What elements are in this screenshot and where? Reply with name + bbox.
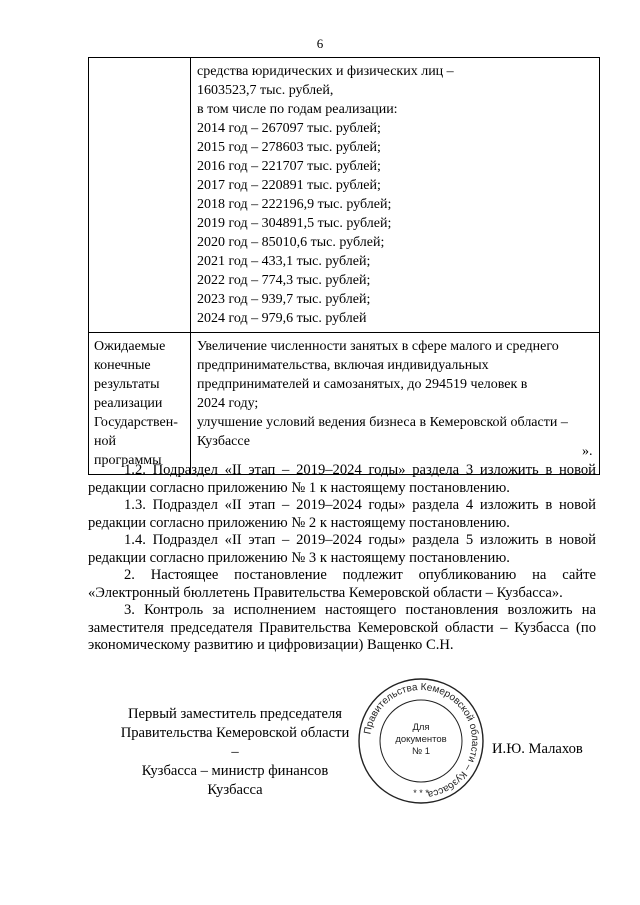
table-cell-funding — [191, 58, 600, 333]
funding-line: 2020 год – 85010,6 тыс. рублей; — [197, 235, 385, 250]
position-line: Правительства Кемеровской области – — [120, 725, 350, 760]
result-line: Кузбассе — [197, 434, 250, 449]
label-line: реализации — [94, 396, 163, 411]
resolution-text — [88, 462, 596, 655]
label-line: Государствен- — [94, 415, 178, 430]
result-line: Увеличение численности занятых в сфере малого и среднего — [197, 339, 559, 354]
paragraph: 1.4. Подраздел «II этап – 2019–2024 годы» раздела 5 изложить в новой редакции согласно приложению № 3 к настоящему постановлению. — [88, 532, 596, 566]
label-line: конечные — [94, 358, 151, 373]
funding-line: средства юридических и физических лиц – — [197, 64, 454, 79]
paragraph: 3. Контроль за исполнением настоящего постановления возложить на заместителя председателя Правительства Кемеровской области – Кузбасса (по экономическому развитию и цифровизации) Ващенко С.Н. — [88, 602, 596, 653]
label-line: Ожидаемые — [94, 339, 166, 354]
funding-line: в том числе по годам реализации: — [197, 102, 398, 117]
funding-line: 2014 год – 267097 тыс. рублей; — [197, 121, 381, 136]
table-row — [89, 333, 600, 475]
official-seal — [356, 676, 486, 806]
result-line: предпринимателей и самозанятых, до 294519 человек в — [197, 377, 528, 392]
signatory-name: И.Ю. Малахов — [492, 741, 583, 757]
paragraph: 1.3. Подраздел «II этап – 2019–2024 годы» раздела 4 изложить в новой редакции согласно приложению № 2 к настоящему постановлению. — [88, 497, 596, 531]
position-line: Кузбасса – министр финансов Кузбасса — [141, 763, 329, 798]
table-cell-label — [89, 333, 191, 475]
result-line: 2024 году; — [197, 396, 259, 411]
funding-line: 2018 год – 222196,9 тыс. рублей; — [197, 197, 392, 212]
funding-line: 2019 год – 304891,5 тыс. рублей; — [197, 216, 392, 231]
table-cell-label — [89, 58, 191, 333]
seal-center-line: документов — [395, 734, 447, 745]
funding-line: 2021 год – 433,1 тыс. рублей; — [197, 254, 371, 269]
funding-line: 2023 год – 939,7 тыс. рублей; — [197, 292, 371, 307]
funding-line: 2024 год – 979,6 тыс. рублей — [197, 311, 367, 326]
table-cell-results — [191, 333, 600, 475]
funding-line: 1603523,7 тыс. рублей, — [197, 83, 334, 98]
closing-quote: ». — [582, 444, 593, 459]
label-line: результаты — [94, 377, 160, 392]
funding-line: 2016 год – 221707 тыс. рублей; — [197, 159, 381, 174]
funding-line: 2015 год – 278603 тыс. рублей; — [197, 140, 381, 155]
position-line: Первый заместитель председателя — [127, 706, 343, 722]
seal-ring-text: Правительства Кемеровской области – Кузбасса — [362, 681, 481, 800]
result-line: предпринимательства, включая индивидуальных — [197, 358, 489, 373]
label-line: ной — [94, 434, 116, 449]
funding-line: 2022 год – 774,3 тыс. рублей; — [197, 273, 371, 288]
seal-stars: * * * — [413, 788, 429, 798]
label-line: программы — [94, 453, 162, 468]
page-number: 6 — [316, 36, 324, 51]
seal-center-line: № 1 — [411, 746, 431, 757]
program-passport-table — [88, 57, 600, 475]
table-row — [89, 58, 600, 333]
paragraph: 1.2. Подраздел «II этап – 2019–2024 годы» раздела 3 изложить в новой редакции согласно приложению № 1 к настоящему постановлению. — [88, 462, 596, 496]
seal-center-line: Для — [412, 722, 430, 733]
result-line: улучшение условий ведения бизнеса в Кемеровской области – — [197, 415, 568, 430]
paragraph: 2. Настоящее постановление подлежит опубликованию на сайте «Электронный бюллетень Правительства Кемеровской области – Кузбасса». — [88, 567, 596, 601]
funding-line: 2017 год – 220891 тыс. рублей; — [197, 178, 381, 193]
signatory-position — [116, 705, 354, 800]
